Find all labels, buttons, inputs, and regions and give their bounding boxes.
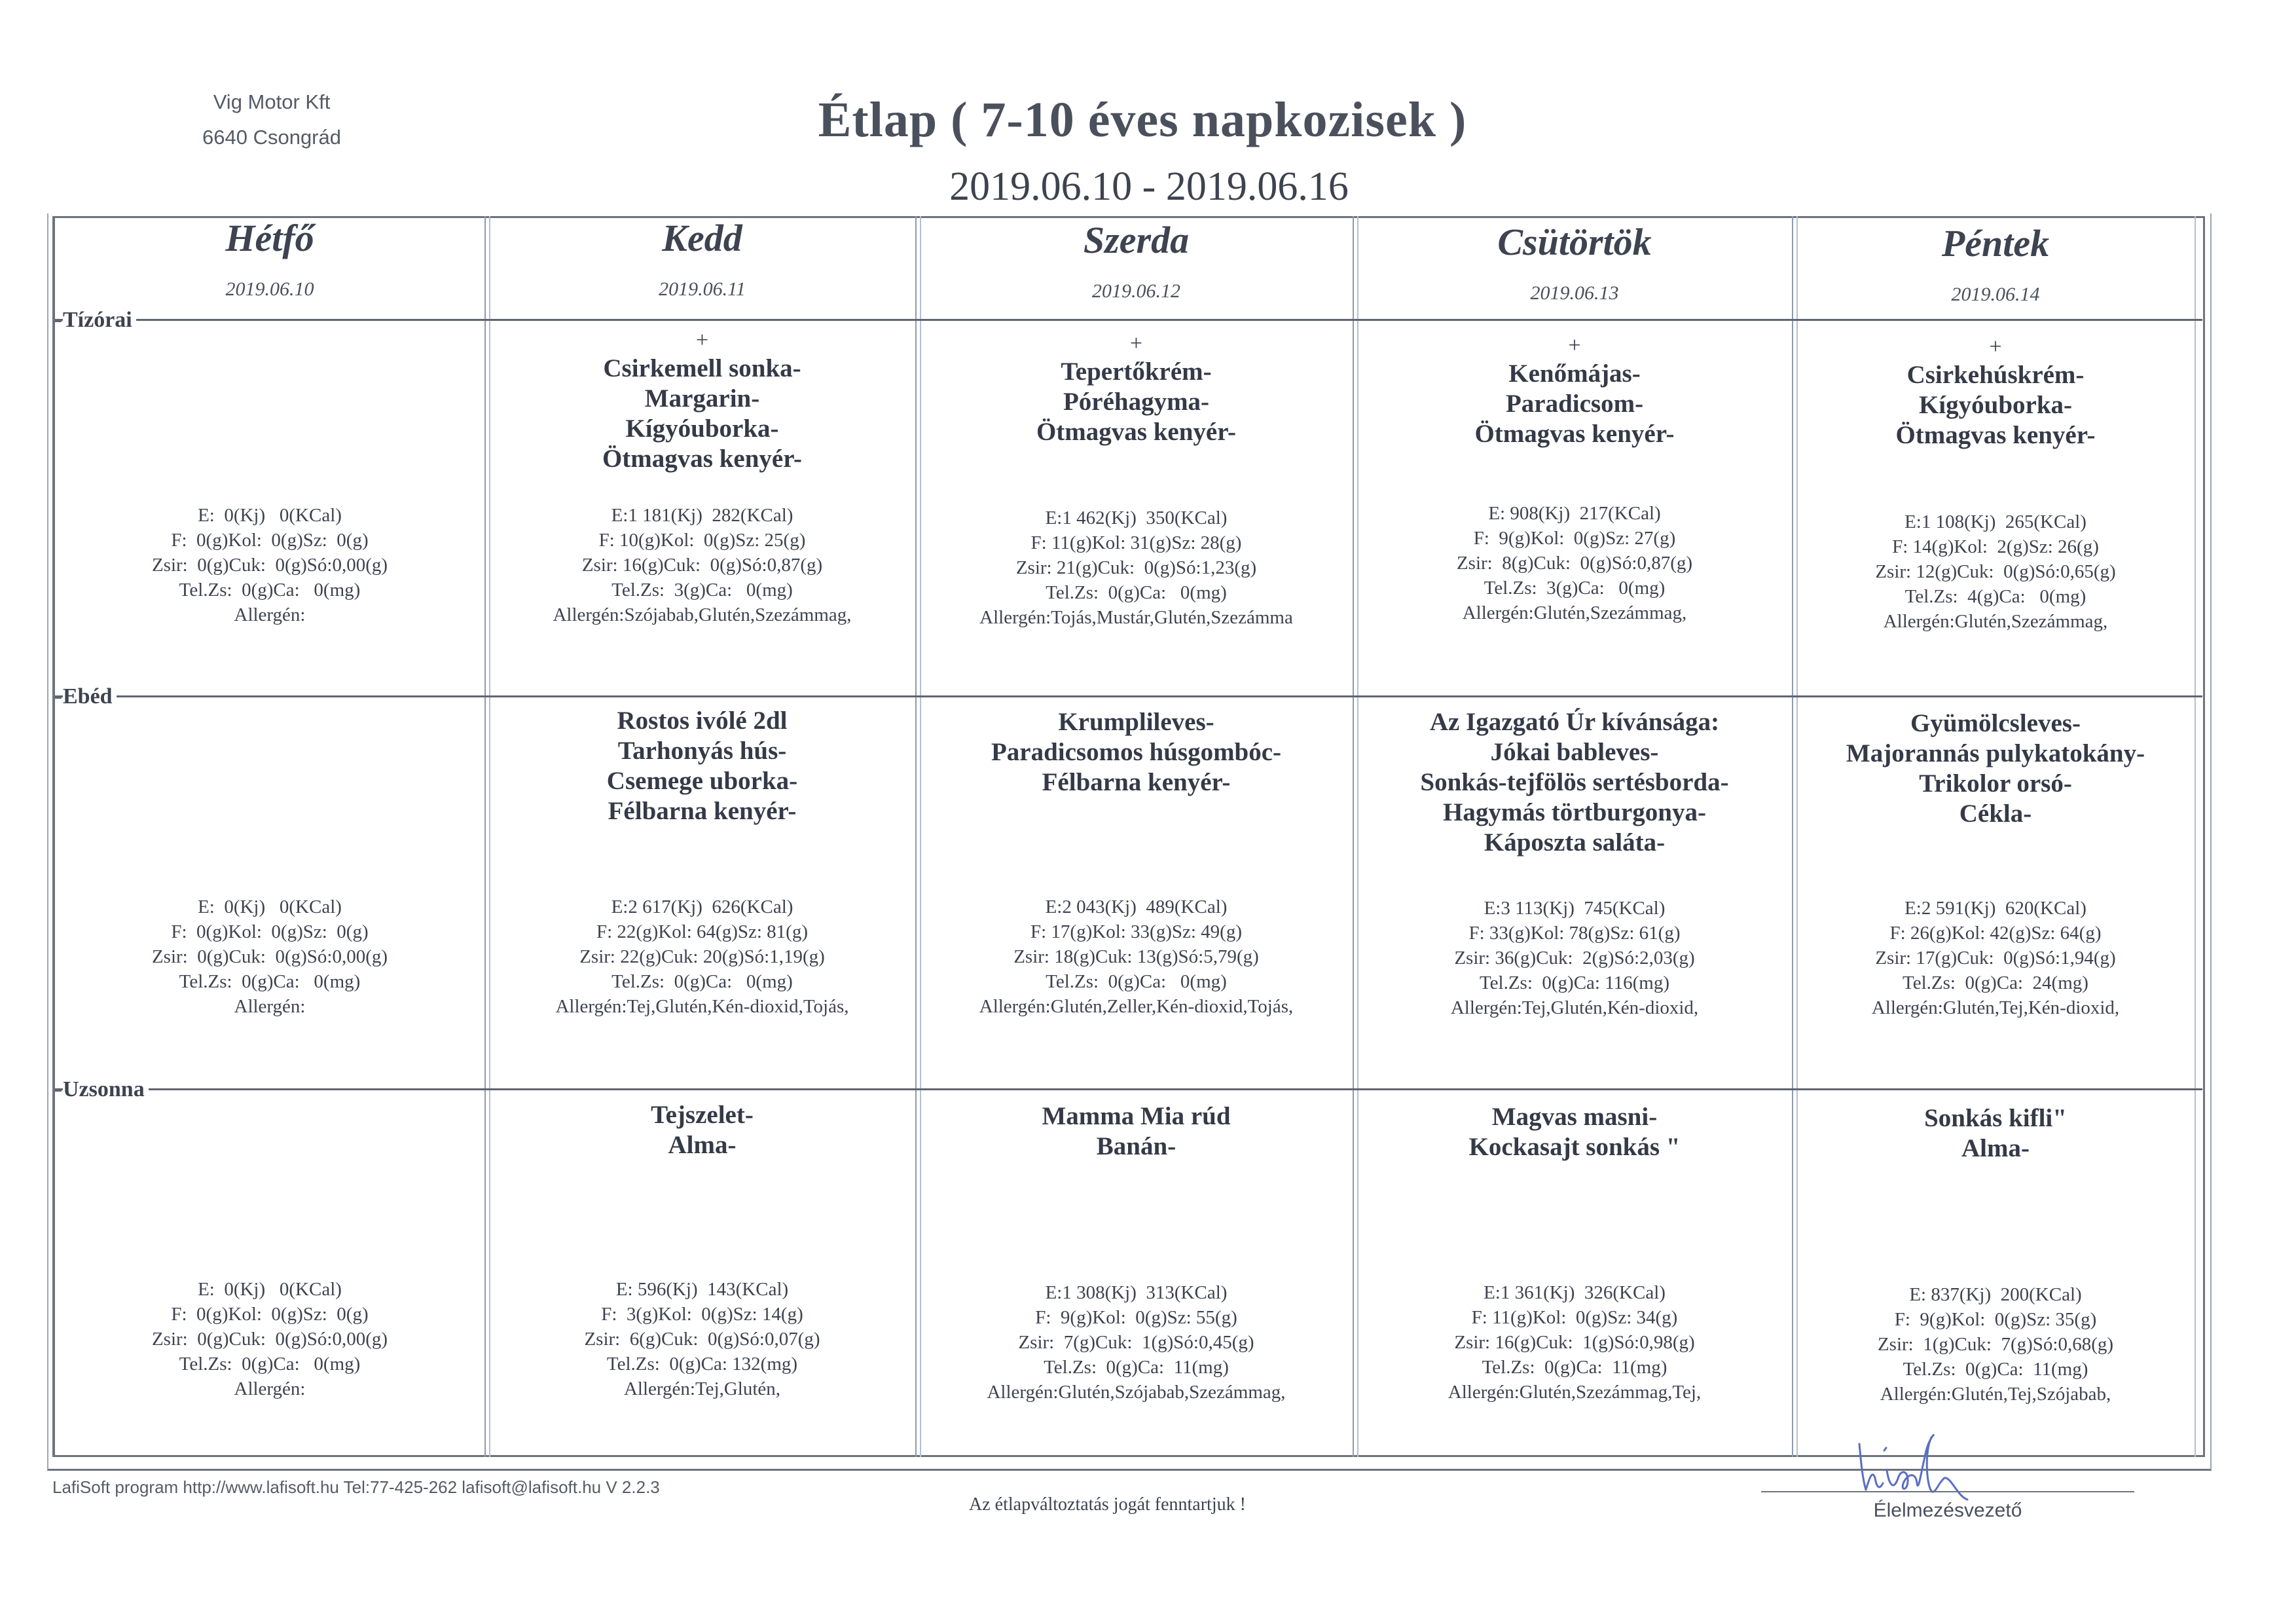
day-date: 2019.06.12: [1092, 280, 1180, 302]
dish-item: Káposzta saláta-: [1484, 828, 1666, 857]
dish-item: Gyümölcsleves-: [1910, 709, 2081, 737]
meal-label-tizorai: Tízórai: [63, 308, 136, 333]
dish-item: Csemege uborka-: [606, 767, 798, 795]
dish-item: Trikolor orsó-: [1919, 769, 2072, 798]
dish-item: Hagymás törtburgonya-: [1443, 798, 1706, 826]
dish-item: Paradicsomos húsgombóc-: [991, 738, 1282, 766]
dish-item: Jókai bableves-: [1490, 738, 1659, 766]
disclaimer: Az étlapváltoztatás jogát fenntartjuk !: [969, 1494, 1246, 1515]
menu-cell-uzsonna-thursday: [1357, 1102, 1792, 1162]
column-divider: [1792, 216, 1793, 1457]
software-info: LafiSoft program http://www.lafisoft.hu Tel:77-425-262 lafisoft@lafisoft.hu V 2.2.3: [52, 1477, 660, 1497]
dish-item: Kenőmájas-: [1508, 360, 1641, 388]
day-name: Hétfő: [225, 217, 314, 259]
menu-cell-ebed-friday: [1796, 709, 2195, 829]
signature-line: [1761, 1491, 2134, 1492]
meal-tick: [55, 1090, 62, 1092]
plus-icon: +: [1989, 335, 2002, 359]
dish-item: Tarhonyás hús-: [617, 737, 787, 765]
plus-icon: +: [1568, 333, 1581, 358]
day-name: Péntek: [1941, 222, 2050, 265]
menu-cell-uzsonna-wednesday: [920, 1101, 1353, 1162]
dish-item: Magvas masni-: [1491, 1103, 1658, 1131]
dish-item: Ötmagvas kenyér-: [1895, 421, 2096, 449]
date-range: 2019.06.10 - 2019.06.16: [949, 164, 1349, 209]
plus-icon: +: [1129, 331, 1143, 356]
nutrition-info: E: 908(Kj) 217(KCal) F: 9(g)Kol: 0(g)Sz: 27(g) Zsir: 8(g)Cuk: 0(g)Só:0,87(g) Tel.Zs: 3(g)Ca: 0(mg) Allergén:Glutén,Szezámmag,: [1456, 503, 1693, 623]
menu-cell-tizorai-wednesday: [920, 331, 1353, 447]
dish-item: Banán-: [1096, 1132, 1176, 1160]
dish-item: Alma-: [668, 1131, 737, 1159]
dish-item: Csirkehúskrém-: [1906, 361, 2085, 389]
signature-role: Élelmezésvezető: [1873, 1500, 2022, 1521]
nutrition-info: E:3 113(Kj) 745(KCal) F: 33(g)Kol: 78(g)Sz: 61(g) Zsir: 36(g)Cuk: 2(g)Só:2,03(g) Tel.Zs: 0(g)Ca: 116(mg) Allergén:Tej,Glutén,Kén-dioxid,: [1450, 898, 1699, 1018]
dish-item: Kígyóuborka-: [1918, 391, 2073, 419]
menu-cell-ebed-thursday: [1357, 707, 1792, 858]
row-divider: [55, 319, 2202, 321]
nutrition-info: E: 0(Kj) 0(KCal) F: 0(g)Kol: 0(g)Sz: 0(g) Zsir: 0(g)Cuk: 0(g)Só:0,00(g) Tel.Zs: 0(g)Ca: 0(mg) Allergén:: [151, 505, 388, 625]
row-divider: [55, 1088, 2202, 1090]
day-date: 2019.06.14: [1951, 284, 2040, 305]
menu-cell-tizorai-thursday: [1357, 333, 1792, 449]
day-header-tuesday: [489, 216, 915, 301]
day-name: Csütörtök: [1497, 221, 1652, 263]
dish-item: Mamma Mia rúd: [1042, 1102, 1231, 1130]
column-divider: [1353, 216, 1354, 1457]
dish-item: Sonkás-tejfölös sertésborda-: [1420, 768, 1729, 796]
dish-item: Ötmagvas kenyér-: [1036, 418, 1237, 446]
dish-item: Ötmagvas kenyér-: [602, 445, 803, 473]
day-header-thursday: [1357, 220, 1792, 304]
company-name: Vig Motor Kft: [213, 90, 331, 113]
company-address: 6640 Csongrád: [202, 126, 341, 149]
dish-item: Paradicsom-: [1505, 390, 1644, 418]
dish-item: Tepertőkrém-: [1061, 358, 1212, 386]
nutrition-info: E:1 181(Kj) 282(KCal) F: 10(g)Kol: 0(g)Sz: 25(g) Zsir: 16(g)Cuk: 0(g)Só:0,87(g) Tel.Zs: 3(g)Ca: 0(mg) Allergén:Szójabab,Glutén,Szezámmag,: [553, 505, 852, 625]
day-name: Kedd: [662, 217, 742, 259]
nutrition-info: E: 0(Kj) 0(KCal) F: 0(g)Kol: 0(g)Sz: 0(g) Zsir: 0(g)Cuk: 0(g)Só:0,00(g) Tel.Zs: 0(g)Ca: 0(mg) Allergén:: [151, 1279, 388, 1399]
nutrition-info: E:1 361(Kj) 326(KCal) F: 11(g)Kol: 0(g)Sz: 34(g) Zsir: 16(g)Cuk: 1(g)Só:0,98(g) Tel.Zs: 0(g)Ca: 11(mg) Allergén:Glutén,Szezámmag,Tej,: [1448, 1282, 1702, 1403]
dish-item: Félbarna kenyér-: [608, 797, 797, 825]
day-date: 2019.06.10: [225, 278, 314, 300]
nutrition-info: E: 837(Kj) 200(KCal) F: 9(g)Kol: 0(g)Sz: 35(g) Zsir: 1(g)Cuk: 7(g)Só:0,68(g) Tel.Zs: 0(g)Ca: 11(mg) Allergén:Glutén,Tej,Szójabab,: [1877, 1284, 2114, 1405]
menu-cell-ebed-tuesday: [489, 706, 915, 826]
dish-item: Cékla-: [1959, 800, 2032, 828]
dish-item: Tejszelet-: [651, 1101, 754, 1129]
meal-tick: [55, 697, 62, 699]
dish-item: Sonkás kifli": [1924, 1104, 2067, 1132]
column-divider: [2195, 216, 2196, 1457]
meal-tick: [55, 321, 62, 322]
column-divider: [915, 216, 917, 1457]
nutrition-info: E:1 462(Kj) 350(KCal) F: 11(g)Kol: 31(g)Sz: 28(g) Zsir: 21(g)Cuk: 0(g)Só:1,23(g) Tel.Zs: 0(g)Ca: 0(mg) Allergén:Tojás,Mustár,Glutén,Szezámma: [979, 507, 1293, 628]
menu-cell-tizorai-tuesday: [489, 327, 915, 474]
dish-item: Kockasajt sonkás ": [1468, 1133, 1681, 1161]
menu-cell-tizorai-friday: [1796, 334, 2195, 451]
row-divider: [55, 695, 2202, 697]
menu-cell-ebed-wednesday: [920, 707, 1353, 798]
dish-item: Póréhagyma-: [1063, 388, 1210, 416]
plus-icon: +: [695, 328, 709, 352]
dish-item: Az Igazgató Úr kívánsága:: [1429, 708, 1720, 736]
nutrition-info: E:2 043(Kj) 489(KCal) F: 17(g)Kol: 33(g)Sz: 49(g) Zsir: 18(g)Cuk: 13(g)Só:5,79(g) Tel.Zs: 0(g)Ca: 0(mg) Allergén:Glutén,Zeller,Kén-dioxid,Tojás,: [979, 896, 1294, 1017]
nutrition-info: E:1 308(Kj) 313(KCal) F: 9(g)Kol: 0(g)Sz: 55(g) Zsir: 7(g)Cuk: 1(g)Só:0,45(g) Tel.Zs: 0(g)Ca: 11(mg) Allergén:Glutén,Szójabab,Szezámmag,: [987, 1282, 1286, 1403]
dish-item: Ötmagvas kenyér-: [1474, 420, 1675, 448]
dish-item: Rostos ivólé 2dl: [617, 707, 788, 735]
column-divider: [484, 216, 486, 1457]
nutrition-info: E:2 591(Kj) 620(KCal) F: 26(g)Kol: 42(g)Sz: 64(g) Zsir: 17(g)Cuk: 0(g)Só:1,94(g) Tel.Zs: 0(g)Ca: 24(mg) Allergén:Glutén,Tej,Kén-dioxid,: [1871, 898, 2120, 1018]
nutrition-info: E:2 617(Kj) 626(KCal) F: 22(g)Kol: 64(g)Sz: 81(g) Zsir: 22(g)Cuk: 20(g)Só:1,19(g) Tel.Zs: 0(g)Ca: 0(mg) Allergén:Tej,Glutén,Kén-dioxid,Tojás,: [555, 896, 849, 1017]
day-date: 2019.06.13: [1530, 282, 1619, 304]
dish-item: Majorannás pulykatokány-: [1846, 739, 2145, 767]
dish-item: Krumplileves-: [1058, 708, 1214, 736]
page-title: Étlap ( 7-10 éves napkozisek ): [818, 92, 1467, 147]
dish-item: Csirkemell sonka-: [603, 354, 801, 382]
nutrition-info: E: 596(Kj) 143(KCal) F: 3(g)Kol: 0(g)Sz: 14(g) Zsir: 6(g)Cuk: 0(g)Só:0,07(g) Tel.Zs: 0(g)Ca: 132(mg) Allergén:Tej,Glutén,: [584, 1279, 820, 1399]
day-header-friday: [1796, 221, 2195, 306]
menu-cell-uzsonna-friday: [1796, 1103, 2195, 1164]
meal-label-uzsonna: Uzsonna: [63, 1077, 149, 1102]
dish-item: Alma-: [1961, 1134, 2030, 1162]
menu-cell-uzsonna-tuesday: [489, 1100, 915, 1160]
dish-item: Margarin-: [644, 384, 760, 413]
meal-label-ebed: Ebéd: [63, 684, 117, 709]
day-date: 2019.06.11: [659, 278, 746, 300]
nutrition-info: E: 0(Kj) 0(KCal) F: 0(g)Kol: 0(g)Sz: 0(g) Zsir: 0(g)Cuk: 0(g)Só:0,00(g) Tel.Zs: 0(g)Ca: 0(mg) Allergén:: [151, 896, 388, 1017]
dish-item: Félbarna kenyér-: [1042, 768, 1231, 796]
dish-item: Kígyóuborka-: [625, 415, 779, 443]
nutrition-info: E:1 108(Kj) 265(KCal) F: 14(g)Kol: 2(g)Sz: 26(g) Zsir: 12(g)Cuk: 0(g)Só:0,65(g) Tel.Zs: 4(g)Ca: 0(mg) Allergén:Glutén,Szezámmag,: [1875, 511, 2116, 632]
day-header-monday: [55, 216, 484, 301]
day-name: Szerda: [1083, 219, 1190, 261]
day-header-wednesday: [920, 218, 1353, 303]
